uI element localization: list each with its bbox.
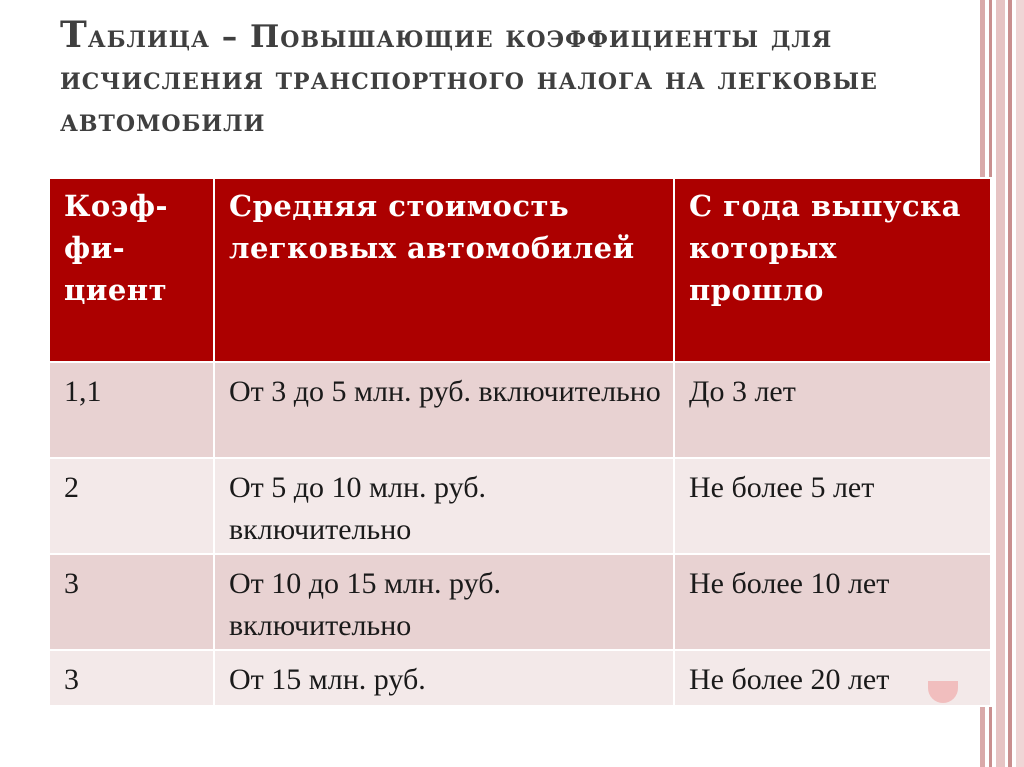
cell-price: От 15 млн. руб. <box>214 650 674 706</box>
cell-coef: 2 <box>49 458 214 554</box>
table-header-row <box>49 178 991 362</box>
cell-age: Не более 5 лет <box>674 458 991 554</box>
table-row <box>49 362 991 458</box>
cell-coef: 3 <box>49 554 214 650</box>
table-row <box>49 650 991 706</box>
cell-coef: 1,1 <box>49 362 214 458</box>
header-price: Средняя стоимость легковых автомобилей <box>214 178 674 362</box>
coefficients-table <box>48 177 992 707</box>
slide-title <box>60 14 960 142</box>
cell-age: Не более 10 лет <box>674 554 991 650</box>
table-row <box>49 458 991 554</box>
slide-title-text: аблица – Повышающие коэффициенты для исчисления транспортного налога на легковые автомобили <box>60 19 878 139</box>
cell-price: От 3 до 5 млн. руб. включительно <box>214 362 674 458</box>
header-coef: Коэф- фи- циент <box>49 178 214 362</box>
header-age: С года выпуска которых прошло <box>674 178 991 362</box>
cell-price: От 10 до 15 млн. руб. включительно <box>214 554 674 650</box>
cell-age: До 3 лет <box>674 362 991 458</box>
cell-price: От 5 до 10 млн. руб. включительно <box>214 458 674 554</box>
slide-title-initial: Т <box>60 14 88 56</box>
cell-coef: 3 <box>49 650 214 706</box>
table-row <box>49 554 991 650</box>
cell-age: Не более 20 лет <box>674 650 991 706</box>
